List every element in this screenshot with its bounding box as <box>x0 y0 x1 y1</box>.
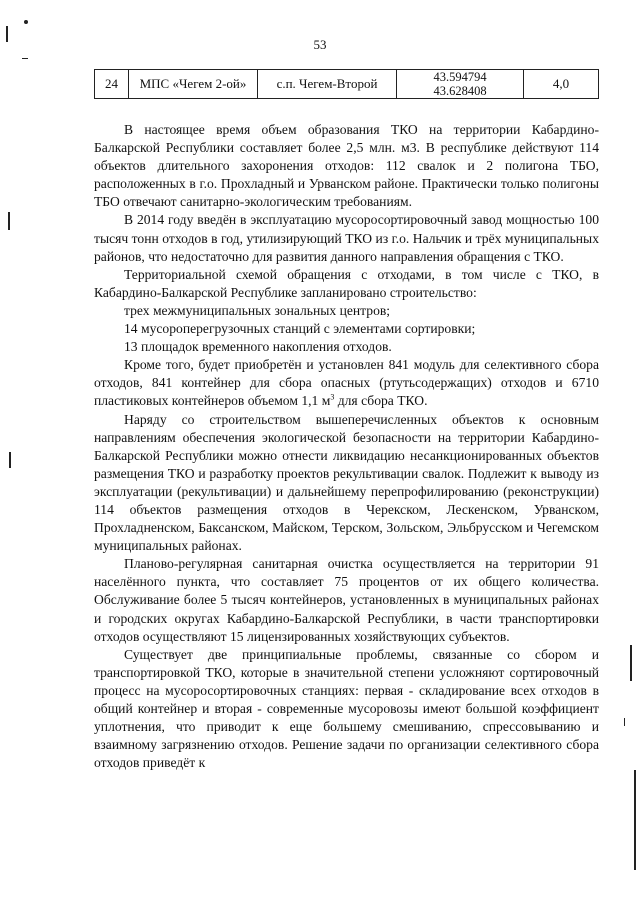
page-number: 53 <box>313 37 327 52</box>
scan-mark <box>6 26 8 42</box>
location-cell: с.п. Чегем-Второй <box>258 70 397 99</box>
table-row <box>95 70 599 99</box>
paragraph: Наряду со строительством вышеперечисленных объектов к основным направлениям обеспечения экологической безопасности на территории Кабардино-Балкарской Республики можно отнести ликвидацию несанкционированных объектов размещения ТКО и разработку проектов рекультивации свалок. Подлежит к выводу из эксплуатации (рекультивации) и дальнейшему перепрофилированию (реконструкции) 114 объектов размещения отходов в Черекском, Лескенском, Урванском, Прохладненском, Баксанском, Майском, Терском, Зольском, Эльбрусском и Чегемском муниципальных районах. <box>94 411 599 554</box>
list-item: 13 площадок временного накопления отходов. <box>124 339 392 355</box>
scan-mark <box>634 770 636 870</box>
coordinates-cell <box>397 70 524 99</box>
paragraph-text-end: для сбора ТКО. <box>334 393 428 409</box>
scan-mark <box>8 212 10 230</box>
value-cell: 4,0 <box>524 70 599 99</box>
objects-table <box>94 69 599 99</box>
scan-mark <box>9 452 11 468</box>
scan-mark <box>22 58 28 59</box>
paragraph: Территориальной схемой обращения с отходами, в том числе с ТКО, в Кабардино-Балкарской Республике запланировано строительство: <box>94 266 599 300</box>
scan-mark <box>24 20 28 24</box>
list-item: трех межмуниципальных зональных центров; <box>124 302 391 318</box>
superscript: 3 <box>330 392 335 402</box>
paragraph: Существует две принципиальные проблемы, связанные со сбором и транспортировкой ТКО, которые в значительной степени усложняют сортировочный процесс на мусоросортировочных станциях: первая - складирование всех отходов в общий контейнер и вторая - современные мусоровозы имеют большой коэффициент уплотнения, что приводит к еще большему смешиванию, спрессовыванию и взаимному загрязнению отходов. Решение задачи по организации селективного сбора отходов приведёт к <box>94 646 599 771</box>
paragraph-text: Кроме того, будет приобретён и установлен 841 модуль для селективного сбора отходов, 841 контейнер для сбора опасных (ртутьсодержащих) отходов и 6710 пластиковых контейнеров объемом 1,1 м <box>94 357 599 409</box>
object-name-cell: МПС «Чегем 2-ой» <box>129 70 258 99</box>
scan-mark <box>624 718 625 726</box>
paragraph: В настоящее время объем образования ТКО на территории Кабардино-Балкарской Республики составляет более 2,5 млн. м3. В республике действуют 114 объектов длительного захоронения отходов: 112 свалок и 2 полигона ТБО, расположенных в г.о. Прохладный и Урванском районе. Практически только полигоны ТБО отвечают санитарно-экологическим требованиям. <box>94 122 599 210</box>
document-body <box>94 121 599 772</box>
paragraph <box>94 356 599 410</box>
paragraph: В 2014 году введён в эксплуатацию мусоросортировочный завод мощностью 100 тысяч тонн отходов в год, утилизирующий ТКО из г.о. Нальчик и трёх муниципальных районов, что недостаточно для развития данного направления обращения с ТКО. <box>94 212 599 264</box>
coordinate-2: 43.628408 <box>433 84 487 98</box>
row-number-cell: 24 <box>95 70 129 99</box>
scan-mark <box>630 645 632 681</box>
list-item: 14 мусороперегрузочных станций с элементами сортировки; <box>124 321 476 337</box>
paragraph: Планово-регулярная санитарная очистка осуществляется на территории 91 населённого пункта, что составляет 75 процентов от их общего количества. Обслуживание более 5 тысяч контейнеров, установленных в муниципальных районах и городских округах Кабардино-Балкарской Республики, в части транспортировки отходов осуществляют 15 лицензированных хозяйствующих субъектов. <box>94 556 599 644</box>
coordinate-1: 43.594794 <box>433 70 487 84</box>
